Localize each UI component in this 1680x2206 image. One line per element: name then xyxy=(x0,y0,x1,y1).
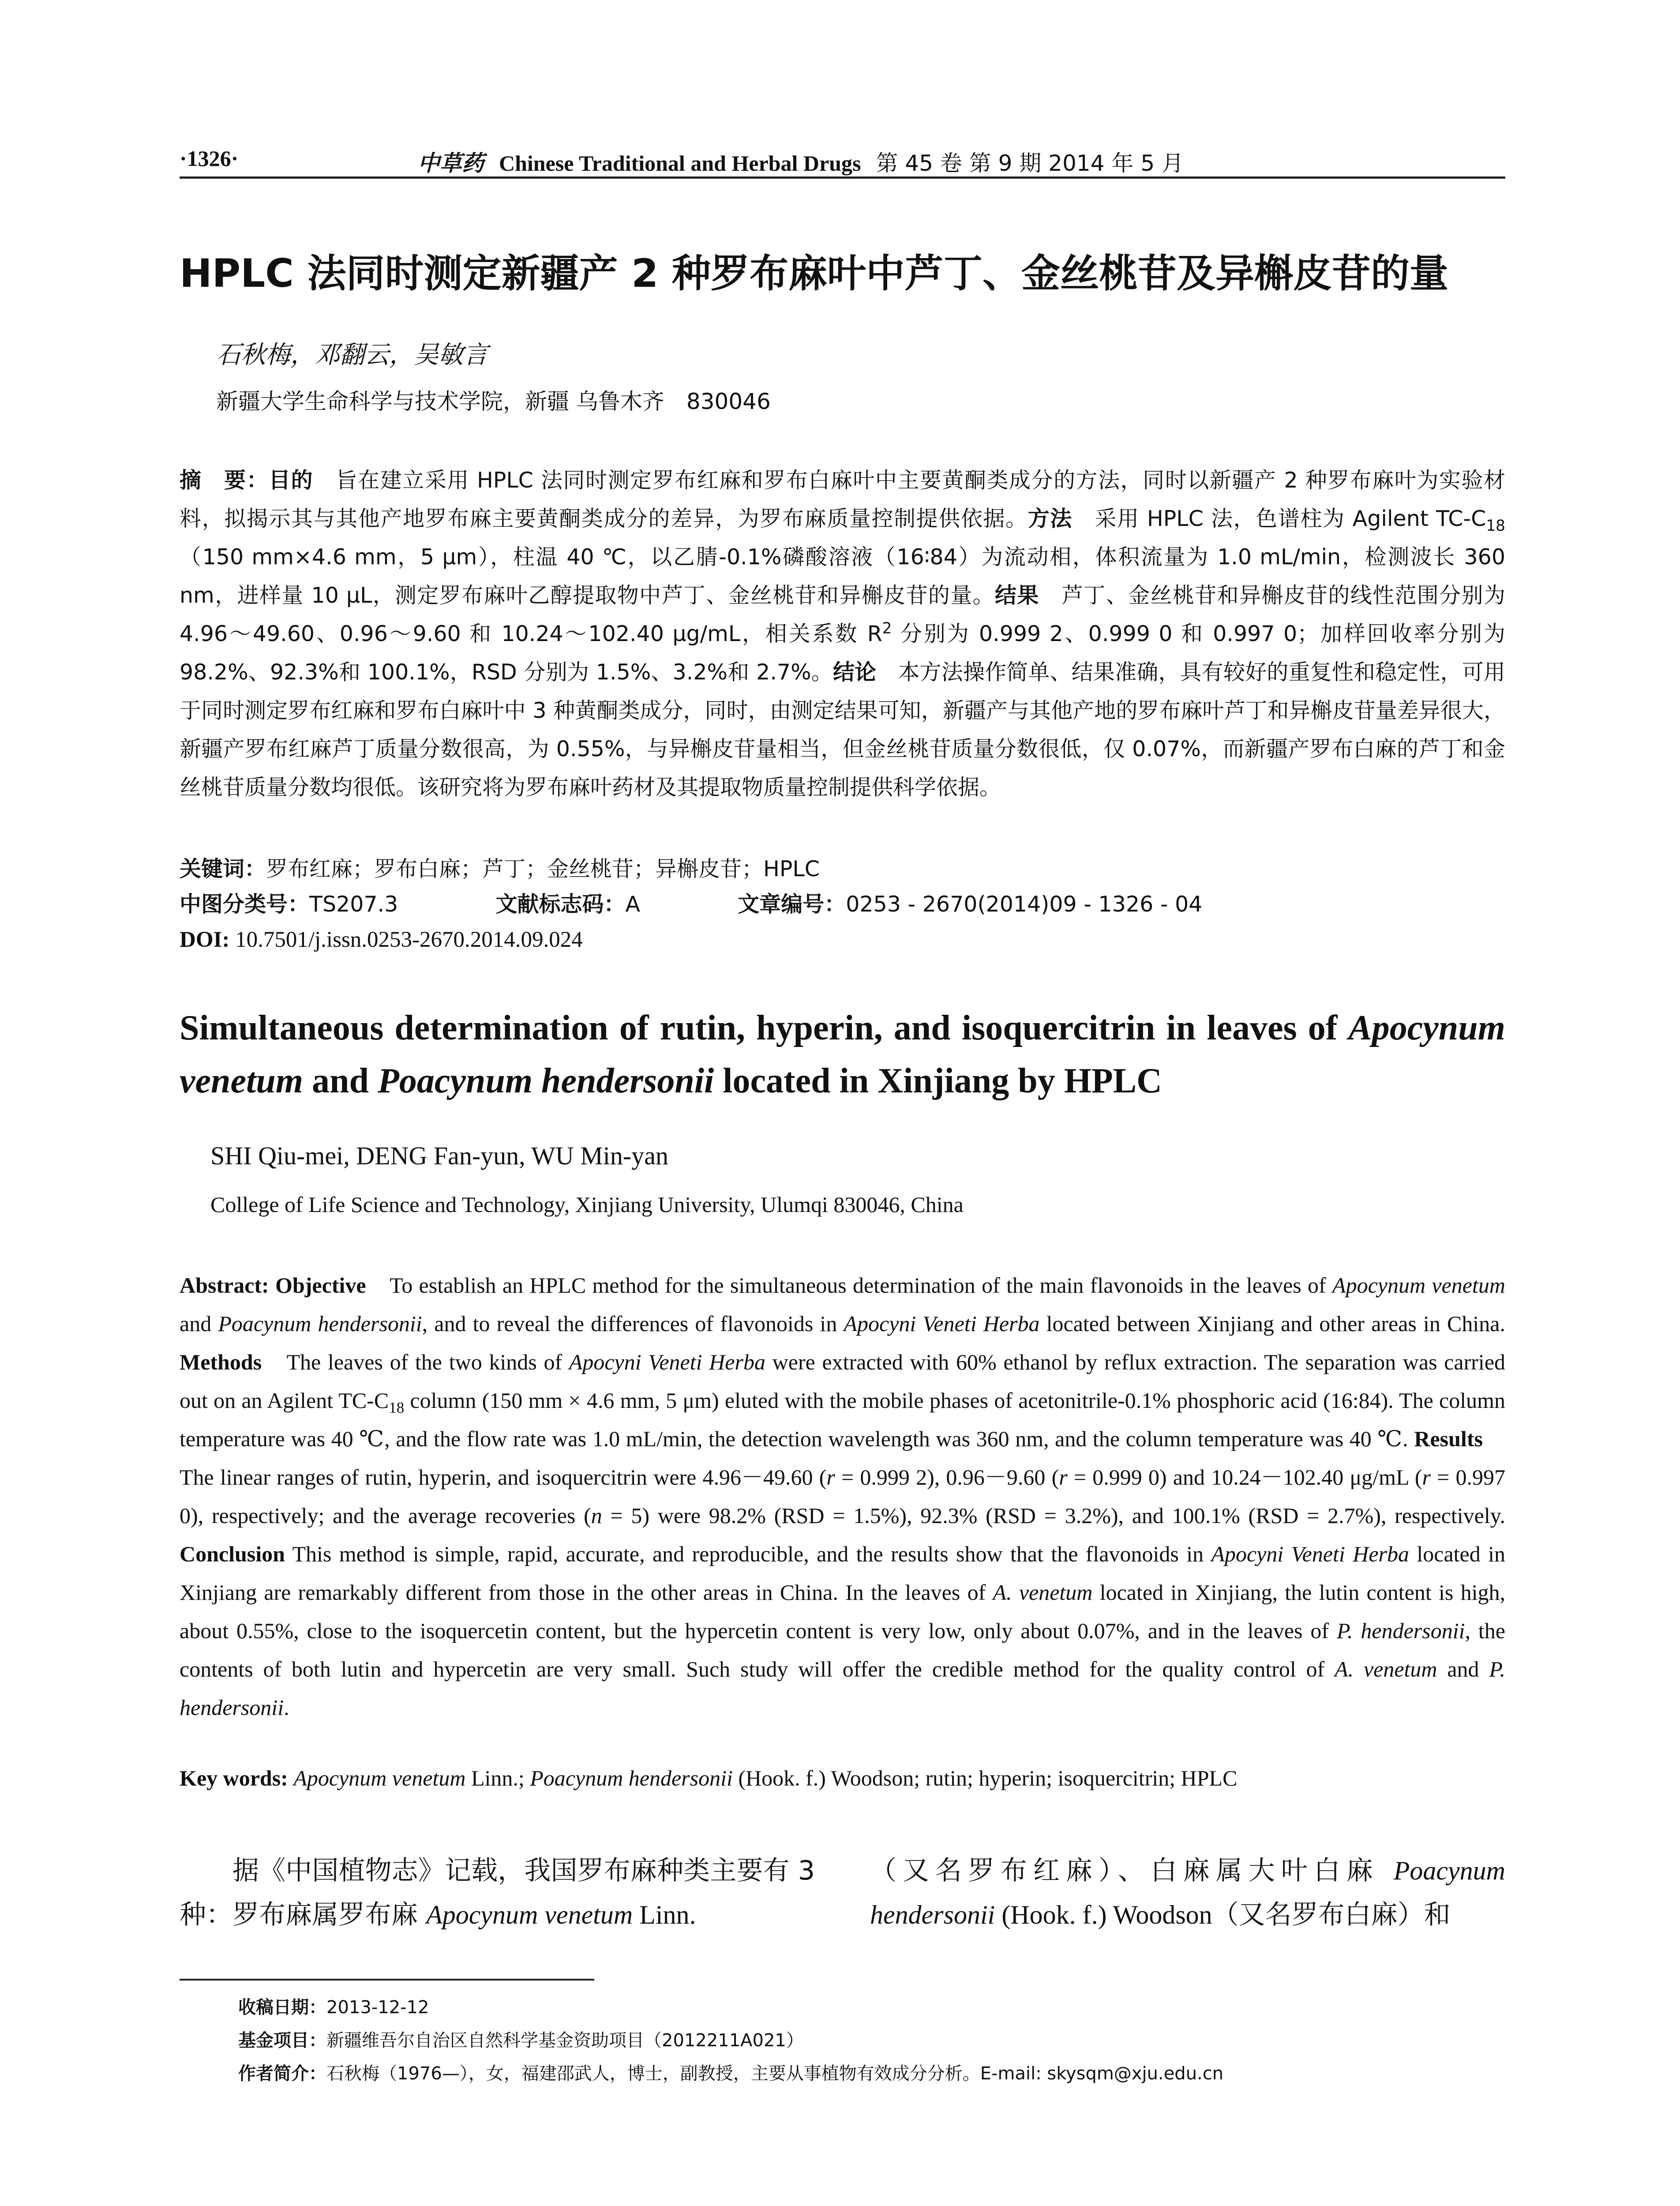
keyword-species: Apocynum venetum xyxy=(293,1766,466,1790)
journal-name-cn: 中草药 xyxy=(418,150,484,176)
journal-issue: 第 45 卷 第 9 期 2014 年 5 月 xyxy=(876,150,1184,176)
results-text-en-4: = 0.997 0), respectively; and the average recoveries ( xyxy=(180,1465,1506,1528)
keyword-species: Poacynum hendersonii xyxy=(530,1766,733,1790)
species-name: Apocyni Veneti Herba xyxy=(1211,1542,1409,1566)
footnote-label: 基金项目： xyxy=(238,2030,326,2051)
results-label-en: Results xyxy=(1414,1426,1483,1451)
footnote-label: 作者简介： xyxy=(238,2063,326,2084)
english-title-species-2: Poacynum hendersonii xyxy=(377,1062,714,1100)
results-superscript-cn: 2 xyxy=(882,619,892,638)
english-keywords xyxy=(180,1760,1505,1796)
objective-text-en-3: , and to reveal the differences of flavonoids in xyxy=(422,1311,844,1336)
keywords-text-cn: 罗布红麻；罗布白麻；芦丁；金丝桃苷；异槲皮苷；HPLC xyxy=(266,856,820,882)
footnote-received xyxy=(238,1992,429,2023)
species-name: Apocynum venetum xyxy=(426,1900,633,1929)
conclusion-label-en: Conclusion xyxy=(180,1542,285,1566)
results-text-cn-2: 分别为 0.999 2、0.999 0 和 0.997 0；加样回收率分别为 98.2%、92.3%和 100.1%，RSD 分别为 1.5%、3.2%和 2.7%。 xyxy=(180,621,1506,685)
english-abstract xyxy=(180,1266,1505,1727)
results-label-cn: 结果 xyxy=(994,583,1039,608)
footnote-text: 石秋梅（1976—），女，福建邵武人，博士，副教授，主要从事植物有效成分分析。E-mail: skysqm@xju.edu.cn xyxy=(326,2063,1224,2084)
species-name: Poacynum hendersonii xyxy=(218,1311,422,1336)
conclusion-text-en: This method is simple, rapid, accurate, and reproducible, and the results show that the flavonoids in xyxy=(285,1542,1211,1566)
english-affiliation: College of Life Science and Technology, Xinjiang University, Ulumqi 830046, China xyxy=(210,1192,964,1217)
abstract-label-cn: 摘 要： xyxy=(180,468,269,493)
footnote-text: 新疆维吾尔自治区自然科学基金资助项目（2012211A021） xyxy=(326,2030,804,2051)
objective-label-en: Objective xyxy=(269,1273,366,1298)
species-name: Poacynum hendersonii xyxy=(870,1856,1505,1929)
clc-value: TS207.3 xyxy=(309,892,398,917)
objective-text-cn: 旨在建立采用 HPLC 法同时测定罗布红麻和罗布白麻叶中主要黄酮类成分的方法，同时以新疆产 2 种罗布麻叶为实验材料，拟揭示其与其他产地罗布麻主要黄酮类成分的差异，为罗布麻质量控制提供依据。 xyxy=(180,468,1505,531)
species-name: A. venetum xyxy=(1335,1657,1437,1681)
methods-label-en: Methods xyxy=(180,1350,262,1374)
conclusion-text-en-4: , the contents of both lutin and hypercetin are very small. Such study will offer the credible method for the quality control of xyxy=(180,1618,1505,1681)
journal-name-en: Chinese Traditional and Herbal Drugs xyxy=(499,151,861,176)
species-name: P. hendersonii xyxy=(1336,1618,1465,1643)
objective-text-en-2: and xyxy=(180,1311,218,1336)
objective-label-cn: 目的 xyxy=(269,468,314,493)
body-text: Linn. xyxy=(633,1900,696,1929)
keywords-label-cn: 关键词： xyxy=(180,856,266,882)
body-column-left xyxy=(180,1849,815,1937)
body-text: 据《中国植物志》记载，我国罗布麻种类主要有 3 种：罗布麻属罗布麻 xyxy=(180,1855,815,1930)
footnote-author xyxy=(238,2058,1223,2089)
footnote-rule xyxy=(180,1979,594,1981)
english-title-text-3: located in Xinjiang by HPLC xyxy=(714,1062,1162,1100)
doc-code-label: 文献标志码： xyxy=(495,892,626,917)
english-title-text: Simultaneous determination of rutin, hyperin, and isoquercitrin in leaves of xyxy=(180,1009,1349,1047)
species-name: Apocyni Veneti Herba xyxy=(844,1311,1040,1336)
article-no-label: 文章编号： xyxy=(738,892,846,917)
body-text: (Hook. f.) Woodson（又名罗布白麻）和 xyxy=(995,1900,1451,1929)
chinese-abstract xyxy=(180,461,1505,807)
conclusion-label-cn: 结论 xyxy=(832,660,877,685)
journal-line xyxy=(418,146,1184,177)
species-name: P. hendersonii xyxy=(180,1657,1505,1720)
classification-line xyxy=(180,887,1202,922)
keywords-text-en: Linn.; xyxy=(465,1766,530,1790)
conclusion-text-en-5: and xyxy=(1437,1657,1489,1681)
methods-text-cn-2: （150 mm×4.6 mm，5 μm），柱温 40 ℃，以乙腈-0.1%磷酸溶液（16∶84）为流动相，体积流量为 1.0 mL/min，检测波长 360 nm，进样量 10 μL，测定罗布麻叶乙醇提取物中芦丁、金丝桃苷和异槲皮苷的量。 xyxy=(180,544,1505,608)
results-text-cn: 芦丁、金丝桃苷和异槲皮苷的线性范围分别为 4.96～49.60、0.96～9.60 和 10.24～102.40 μg/mL，相关系数 R xyxy=(180,583,1505,646)
doi-value: 10.7501/j.issn.0253-2670.2014.09.024 xyxy=(229,927,583,952)
species-name: Apocyni Veneti Herba xyxy=(569,1350,765,1374)
body-text: （又名罗布红麻）、白麻属大叶白麻 xyxy=(870,1855,1394,1886)
article-no-value: 0253 - 2670(2014)09 - 1326 - 04 xyxy=(846,892,1203,917)
english-title xyxy=(180,1002,1505,1107)
methods-text-en-3: column (150 mm × 4.6 mm, 5 μm) eluted with the mobile phases of acetonitrile-0.1% phosphoric acid (16:84). The column temperature was 40 ℃, and the flow rate was 1.0 mL/min, the detection wavelength was 360 nm, and the column temperature was 40 ℃. xyxy=(180,1388,1505,1451)
page-number: ·1326· xyxy=(180,146,239,171)
english-title-species-1: Apocynum venetum xyxy=(180,1009,1505,1100)
conclusion-text-cn: 本方法操作简单、结果准确，具有较好的重复性和稳定性，可用于同时测定罗布红麻和罗布白麻叶中 3 种黄酮类成分，同时，由测定结果可知，新疆产与其他产地的罗布麻叶芦丁和异槲皮苷量差异很大，新疆产罗布红麻芦丁质量分数很高，为 0.55%，与异槲皮苷量相当，但金丝桃苷质量分数很低，仅 0.07%，而新疆产罗布白麻的芦丁和金丝桃苷质量分数均很低。该研究将为罗布麻叶药材及其提取物质量控制提供科学依据。 xyxy=(180,660,1505,800)
variable-r: r xyxy=(826,1465,835,1489)
methods-text-cn: 采用 HPLC 法，色谱柱为 Agilent TC-C xyxy=(1072,506,1486,531)
chinese-affiliation: 新疆大学生命科学与技术学院，新疆 乌鲁木齐 830046 xyxy=(216,389,771,414)
objective-text-en-4: located between Xinjiang and other areas in China. xyxy=(1039,1311,1505,1336)
variable-r: r xyxy=(1422,1465,1431,1489)
doi-label: DOI: xyxy=(180,927,230,952)
methods-label-cn: 方法 xyxy=(1028,506,1072,531)
variable-r: r xyxy=(1059,1465,1068,1489)
doc-code-value: A xyxy=(625,892,641,917)
footnote-text: 2013-12-12 xyxy=(326,1997,429,2018)
chinese-title: HPLC 法同时测定新疆产 2 种罗布麻叶中芦丁、金丝桃苷及异槲皮苷的量 xyxy=(180,251,1448,296)
methods-text-en: The leaves of the two kinds of xyxy=(262,1350,569,1374)
keywords-cn xyxy=(180,852,820,887)
chinese-authors: 石秋梅，邓翻云，吴敏言 xyxy=(216,341,488,369)
english-title-text-2: and xyxy=(303,1062,378,1100)
methods-subscript-cn: 18 xyxy=(1486,517,1505,535)
species-name: Apocynum venetum xyxy=(1332,1273,1505,1298)
english-authors: SHI Qiu-mei, DENG Fan-yun, WU Min-yan xyxy=(210,1141,668,1170)
results-text-en-5: = 5) were 98.2% (RSD = 1.5%), 92.3% (RSD = 3.2%), and 100.1% (RSD = 2.7%), respectively. xyxy=(602,1503,1505,1528)
species-name: A. venetum xyxy=(993,1580,1093,1605)
abstract-label-en: Abstract: xyxy=(180,1273,269,1298)
running-header xyxy=(180,140,1505,176)
conclusion-text-en-2: located in Xinjiang are remarkably different from those in the other areas in China. In the leaves of xyxy=(180,1542,1505,1605)
variable-n: n xyxy=(591,1503,602,1528)
methods-subscript-en: 18 xyxy=(389,1399,405,1416)
conclusion-text-en-3: located in Xinjiang, the lutin content is high, about 0.55%, close to the isoquercetin content, but the hypercetin content is very low, only about 0.07%, and in the leaves of xyxy=(180,1580,1505,1643)
results-text-en-2: = 0.999 2), 0.96－9.60 ( xyxy=(835,1465,1059,1489)
footnote-funding xyxy=(238,2025,804,2056)
results-text-en: The linear ranges of rutin, hyperin, and isoquercitrin were 4.96－49.60 ( xyxy=(180,1426,1505,1489)
keywords-text-en-2: (Hook. f.) Woodson; rutin; hyperin; isoquercitrin; HPLC xyxy=(732,1766,1238,1790)
doi-line xyxy=(180,922,583,957)
header-rule xyxy=(180,176,1505,179)
methods-text-en-2: were extracted with 60% ethanol by reflux extraction. The separation was carried out on an Agilent TC-C xyxy=(180,1350,1506,1413)
objective-text-en: To establish an HPLC method for the simultaneous determination of the main flavonoids in the leaves of xyxy=(366,1273,1333,1298)
results-text-en-3: = 0.999 0) and 10.24－102.40 μg/mL ( xyxy=(1067,1465,1422,1489)
footnote-label: 收稿日期： xyxy=(238,1997,326,2018)
clc-label: 中图分类号： xyxy=(180,892,310,917)
body-column-right xyxy=(870,1849,1505,1937)
conclusion-text-en-6: . xyxy=(284,1695,289,1720)
keywords-label-en: Key words: xyxy=(180,1766,288,1790)
